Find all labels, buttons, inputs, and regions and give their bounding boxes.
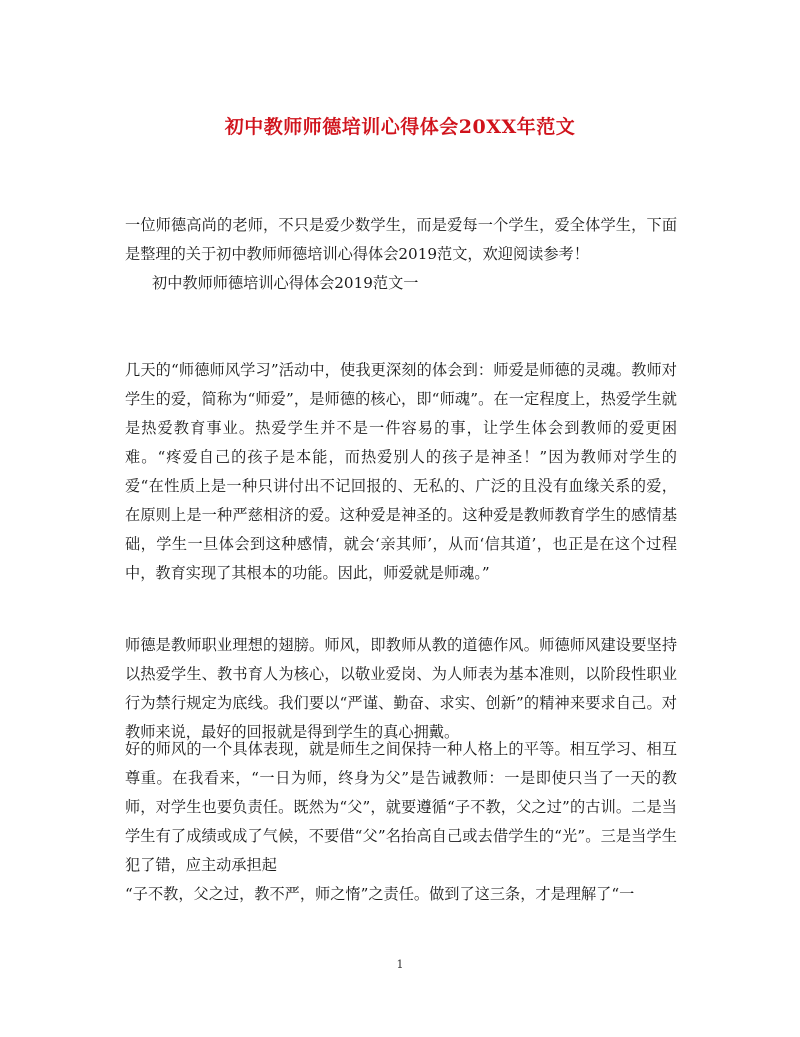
body-paragraph-4: “子不教，父之过，教不严，师之惰”之责任。做到了这三条，才是理解了“一 <box>125 885 635 903</box>
body-paragraph-1: 几天的“师德师风学习”活动中，使我更深刻的体会到：师爱是师德的灵魂。教师对学生的爱，简称为“师爱”，是师德的核心，即“师魂”。在一定程度上，热爱学生就是热爱教育事业。热爱学生并不是一件容易的事，让学生体会到教师的爱更困难。“疼爱自己的孩子是本能，而热爱别人的孩子是神圣！”因为教师对学生的爱“在性质上是一种只讲付出不记回报的、无私的、广泛的且没有血缘关系的爱，在原则上是一种严慈相济的爱。这种爱是神圣的。这种爱是教师教育学生的感情基础，学生一旦体会到这种感情，就会‘亲其师’，从而‘信其道’，也正是在这个过程中，教育实现了其根本的功能。因此，师爱就是师魂。” <box>125 361 677 582</box>
body-paragraph-2: 师德是教师职业理想的翅膀。师风，即教师从教的道德作风。师德师风建设要坚持以热爱学生、教书育人为核心，以敬业爱岗、为人师表为基本准则，以阶段性职业行为禁行规定为底线。我们要以“严谨、勤奋、求实、创新”的精神来要求自己。对教师来说，最好的回报就是得到学生的真心拥戴。 <box>125 636 677 741</box>
intro-paragraph: 一位师德高尚的老师，不只是爱少数学生，而是爱每一个学生，爱全体学生，下面是整理的关于初中教师师德培训心得体会2019范文，欢迎阅读参考！ <box>125 216 677 263</box>
section-subtitle: 初中教师师德培训心得体会2019范文一 <box>152 274 419 292</box>
page-number: 1 <box>396 958 404 971</box>
document-title: 初中教师师德培训心得体会20XX年范文 <box>224 116 576 138</box>
body-paragraph-3: 好的师风的一个具体表现，就是师生之间保持一种人格上的平等。相互学习、相互尊重。在我看来，“一日为师，终身为父”是告诫教师：一是即使只当了一天的教师，对学生也要负责任。既然为“父”，就要遵循“子不教，父之过”的古训。二是当学生有了成绩或成了气候，不要借“父”名抬高自己或去借学生的“光”。三是当学生犯了错，应主动承担起 <box>125 740 677 874</box>
